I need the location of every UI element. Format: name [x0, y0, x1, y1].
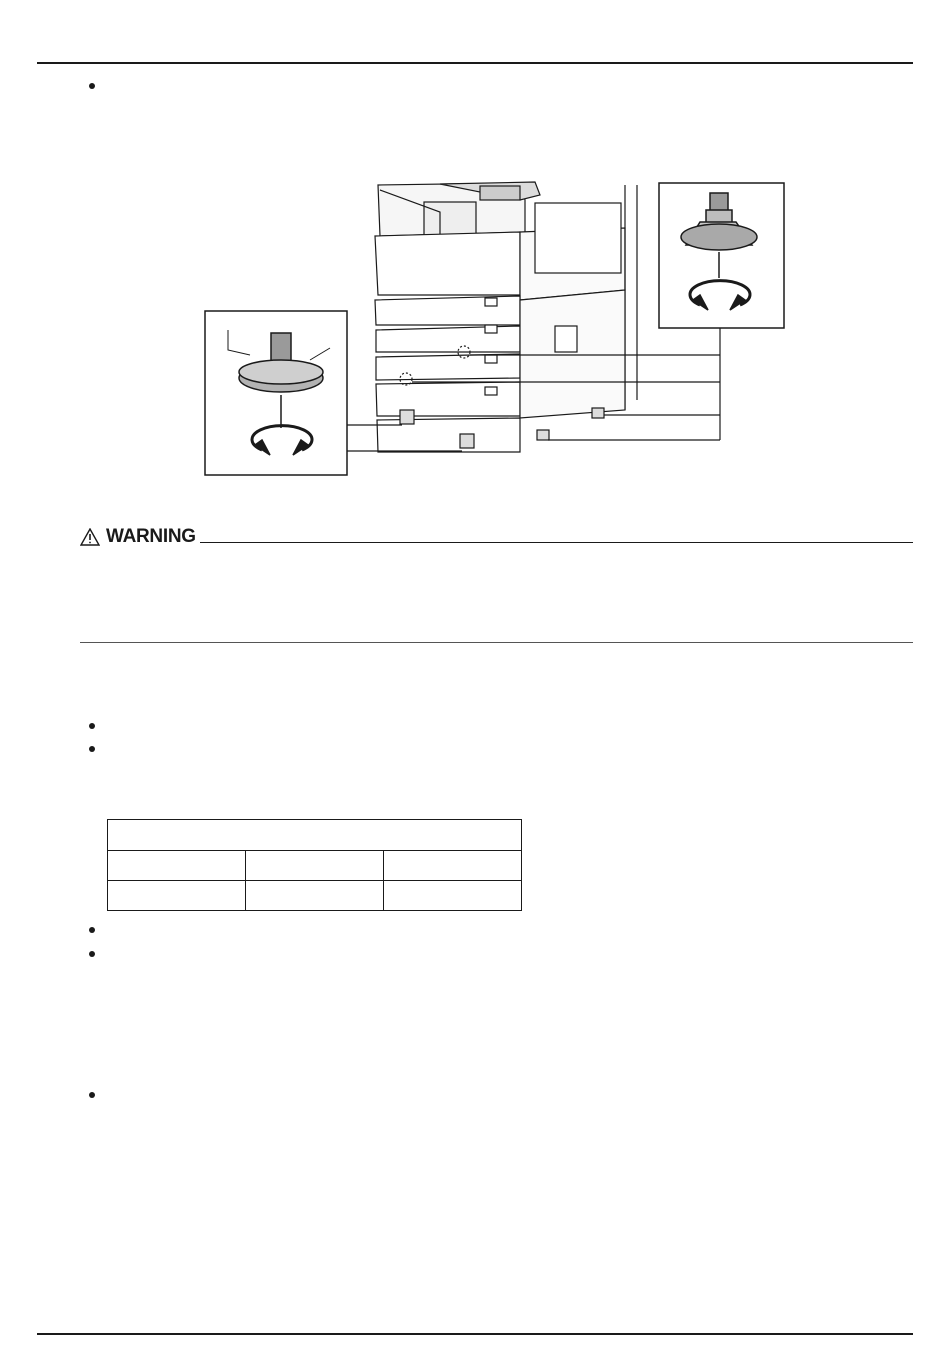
table-cell [246, 881, 384, 911]
table-cell [108, 851, 246, 881]
warning-heading [80, 526, 196, 548]
bullet-2 [89, 723, 95, 729]
bullet-1 [89, 83, 95, 89]
table-cell [108, 881, 246, 911]
warning-top-rule [200, 542, 913, 543]
bullet-5 [89, 951, 95, 957]
warning-bottom-rule [80, 642, 913, 643]
table-cell [246, 851, 384, 881]
printer-adjuster-figure [200, 178, 800, 483]
bullet-3 [89, 746, 95, 752]
bullet-6 [89, 1092, 95, 1098]
warning-triangle-icon [80, 528, 100, 546]
table-row [108, 851, 522, 881]
spec-table [107, 819, 522, 911]
warning-label: WARNING [106, 526, 196, 547]
table-row [108, 881, 522, 911]
table-header-row [108, 820, 522, 851]
multifunction-printer-icon [375, 182, 637, 452]
footer-rule [37, 1333, 913, 1335]
left-adjuster-callout [205, 311, 347, 475]
header-rule [37, 62, 913, 64]
right-adjuster-callout [659, 183, 784, 328]
bullet-4 [89, 927, 95, 933]
table-header-cell [108, 820, 522, 851]
table-cell [384, 881, 522, 911]
table-cell [384, 851, 522, 881]
